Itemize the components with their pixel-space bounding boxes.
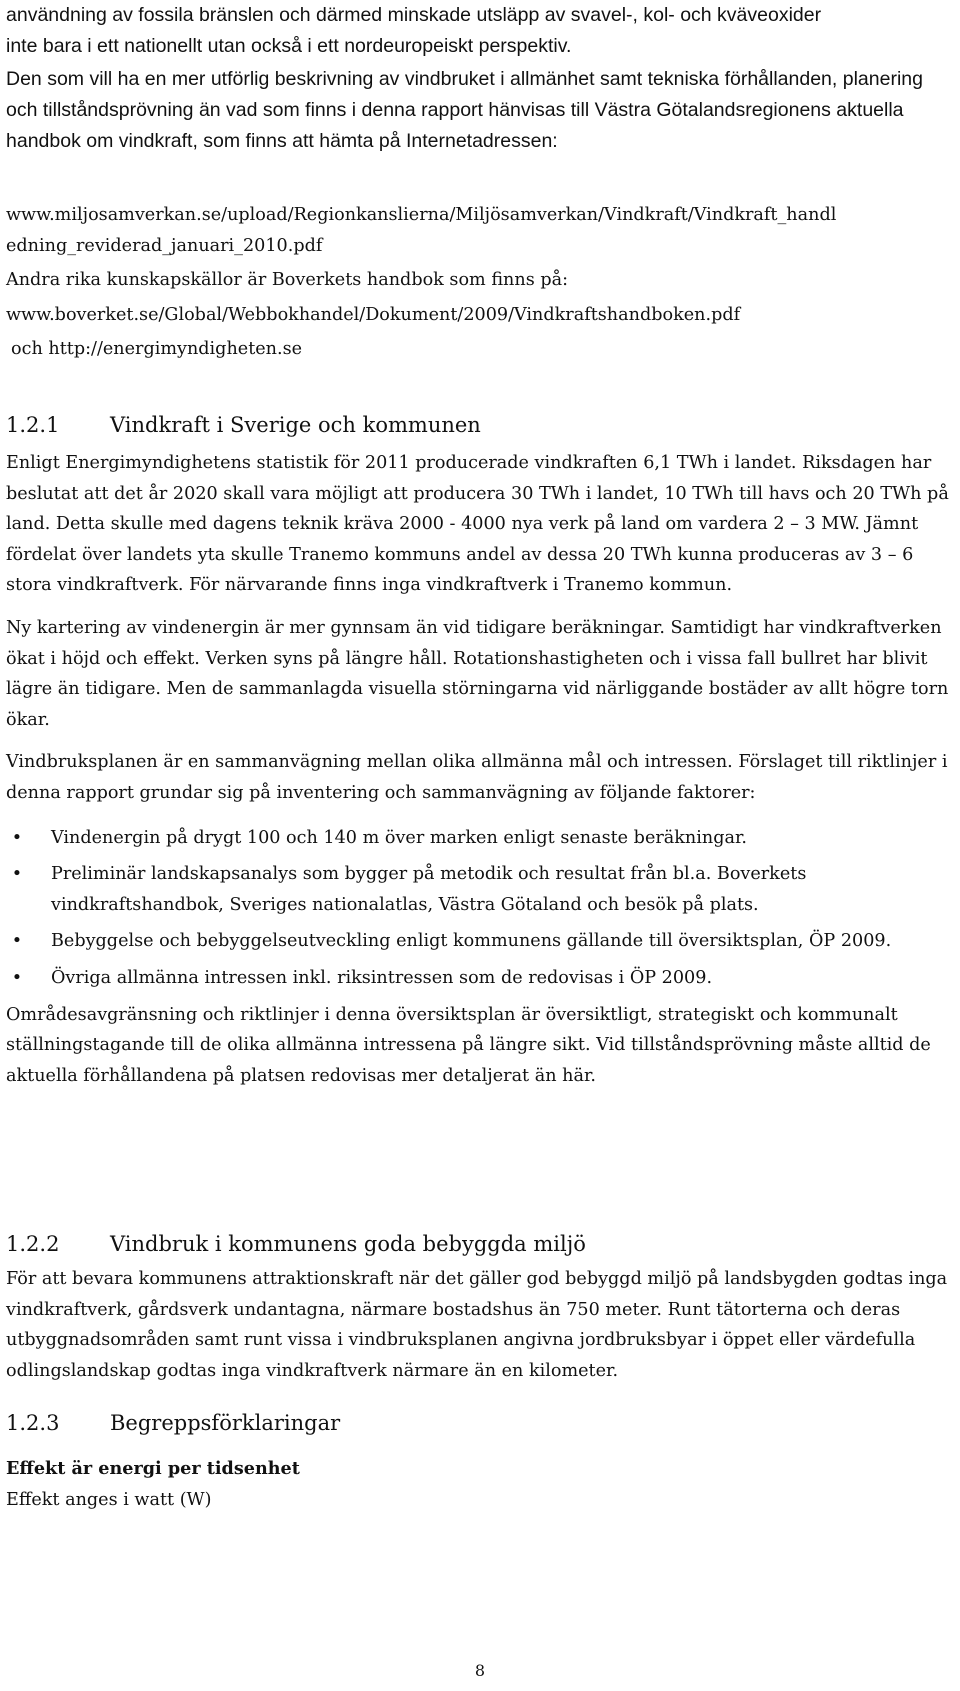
bullet-icon: • bbox=[11, 864, 23, 885]
term-definition: Effekt anges i watt (W) bbox=[6, 1489, 212, 1510]
bullet-icon: • bbox=[11, 967, 23, 988]
section-title: Vindkraft i Sverige och kommunen bbox=[110, 413, 481, 437]
paragraph-planning: Vindbruksplanen är en sammanvägning mellan olika allmänna mål och intressen. Förslaget till riktlinjer i denna rapport grundar sig på inventering och sammanvägning av följande faktorer: bbox=[6, 752, 948, 803]
paragraph-built-environment: För att bevara kommunens attraktionskraft när det gäller god bebyggd miljö på landsbygden godtas inga vindkraftverk, gårdsverk undantagna, närmare bostadshus än 750 meter. Runt tätorterna och deras utbyggnadsområden samt runt vissa i vindbruksplanen angivna jordbruksbyar i öppet eller värdefulla odlingslandskap godtas inga vindkraftverk närmare än en kilometer. bbox=[6, 1269, 948, 1381]
section-1-2-2-body bbox=[6, 1264, 954, 1386]
intro-block bbox=[6, 0, 954, 62]
link-miljosamverkan-2[interactable]: edning_reviderad_januari_2010.pdf bbox=[6, 235, 323, 256]
paragraph-mapping: Ny kartering av vindenergin är mer gynnsam än vid tidigare beräkningar. Samtidigt har vindkraftverken ökat i höjd och effekt. Verken syns på längre håll. Rotationshastigheten och i vissa fall bullret har blivit lägre än tidigare. Men de sammanlagda visuella störningarna vid närliggande bostäder av allt högre torn ökar. bbox=[6, 617, 949, 730]
intro-reference-text: Den som vill ha en mer utförlig beskrivning av vindbruket i allmänhet samt tekniska förhållanden, planering och tillståndsprövning än vad som finns i denna rapport hänvisas till Västra Götalandsregionens aktuella handbok om vindkraft, som finns att hämta på Internetadressen: bbox=[6, 68, 923, 152]
section-number: 1.2.3 bbox=[6, 1411, 60, 1435]
factor-list bbox=[6, 823, 954, 994]
paragraph-delimitation: Områdesavgränsning och riktlinjer i denna översiktsplan är översiktligt, strategiskt och kommunalt ställningstagande till de olika allmänna intressena på längre sikt. Vid tillståndsprövning måste alltid de aktuella förhållandena på platsen redovisas mer detaljerat än här. bbox=[6, 1004, 931, 1086]
link-miljosamverkan-1[interactable]: www.miljosamverkan.se/upload/Regionkanslierna/Miljösamverkan/Vindkraft/Vindkraft_handl bbox=[6, 205, 837, 225]
section-1-2-1-body bbox=[6, 448, 954, 1091]
section-number: 1.2.1 bbox=[6, 413, 60, 437]
bullet-icon: • bbox=[11, 827, 23, 848]
heading-1-2-2 bbox=[6, 1229, 954, 1259]
list-item: • Vindenergin på drygt 100 och 140 m över marken enligt senaste beräkningar. bbox=[6, 823, 954, 854]
list-item: • Preliminär landskapsanalys som bygger på metodik och resultat från bl.a. Boverkets vindkraftshandbok, Sveriges nationalatlas, Västra Götaland och besök på plats. bbox=[6, 859, 954, 920]
link-energimyndigheten[interactable]: och http://energimyndigheten.se bbox=[11, 339, 303, 360]
section-title: Begreppsförklaringar bbox=[110, 1411, 341, 1435]
section-1-2-3-body bbox=[6, 1454, 954, 1515]
intro-line-2: inte bara i ett nationellt utan också i ett nordeuropeiskt perspektiv. bbox=[6, 35, 572, 57]
intro-paragraph bbox=[6, 64, 954, 157]
paragraph-statistics: Enligt Energimyndighetens statistik för 2011 producerade vindkraften 6,1 TWh i landet. Riksdagen har beslutat att det år 2020 skall vara möjligt att producera 30 TWh i landet, 10 TWh till havs och 20 TWh på land. Detta skulle med dagens teknik kräva 2000 - 4000 nya verk på land om vardera 2 – 3 MW. Jämnt fördelat över landets yta skulle Tranemo kommuns andel av dessa 20 TWh kunna produceras av 3 – 6 stora vindkraftverk. För närvarande finns inga vindkraftverk i Tranemo kommun. bbox=[6, 453, 949, 596]
bullet-icon: • bbox=[11, 931, 23, 952]
list-item: • Övriga allmänna intressen inkl. riksintressen som de redovisas i ÖP 2009. bbox=[6, 963, 954, 994]
intro-line-1: användning av fossila bränslen och därmed minskade utsläpp av svavel-, kol- och kväveoxider bbox=[6, 4, 822, 26]
link-boverket[interactable]: www.boverket.se/Global/Webbokhandel/Dokument/2009/Vindkraftshandboken.pdf bbox=[6, 304, 741, 325]
section-number: 1.2.2 bbox=[6, 1232, 60, 1256]
heading-1-2-3 bbox=[6, 1408, 954, 1438]
term-heading: Effekt är energi per tidsenhet bbox=[6, 1458, 300, 1479]
other-sources-text: Andra rika kunskapskällor är Boverkets handbok som finns på: bbox=[6, 270, 569, 291]
page-number: 8 bbox=[474, 1661, 486, 1680]
links-block bbox=[6, 200, 954, 365]
list-item: • Bebyggelse och bebyggelseutveckling enligt kommunens gällande till översiktsplan, ÖP 2009. bbox=[6, 926, 954, 957]
section-title: Vindbruk i kommunens goda bebyggda miljö bbox=[110, 1232, 586, 1256]
heading-1-2-1 bbox=[6, 410, 954, 440]
